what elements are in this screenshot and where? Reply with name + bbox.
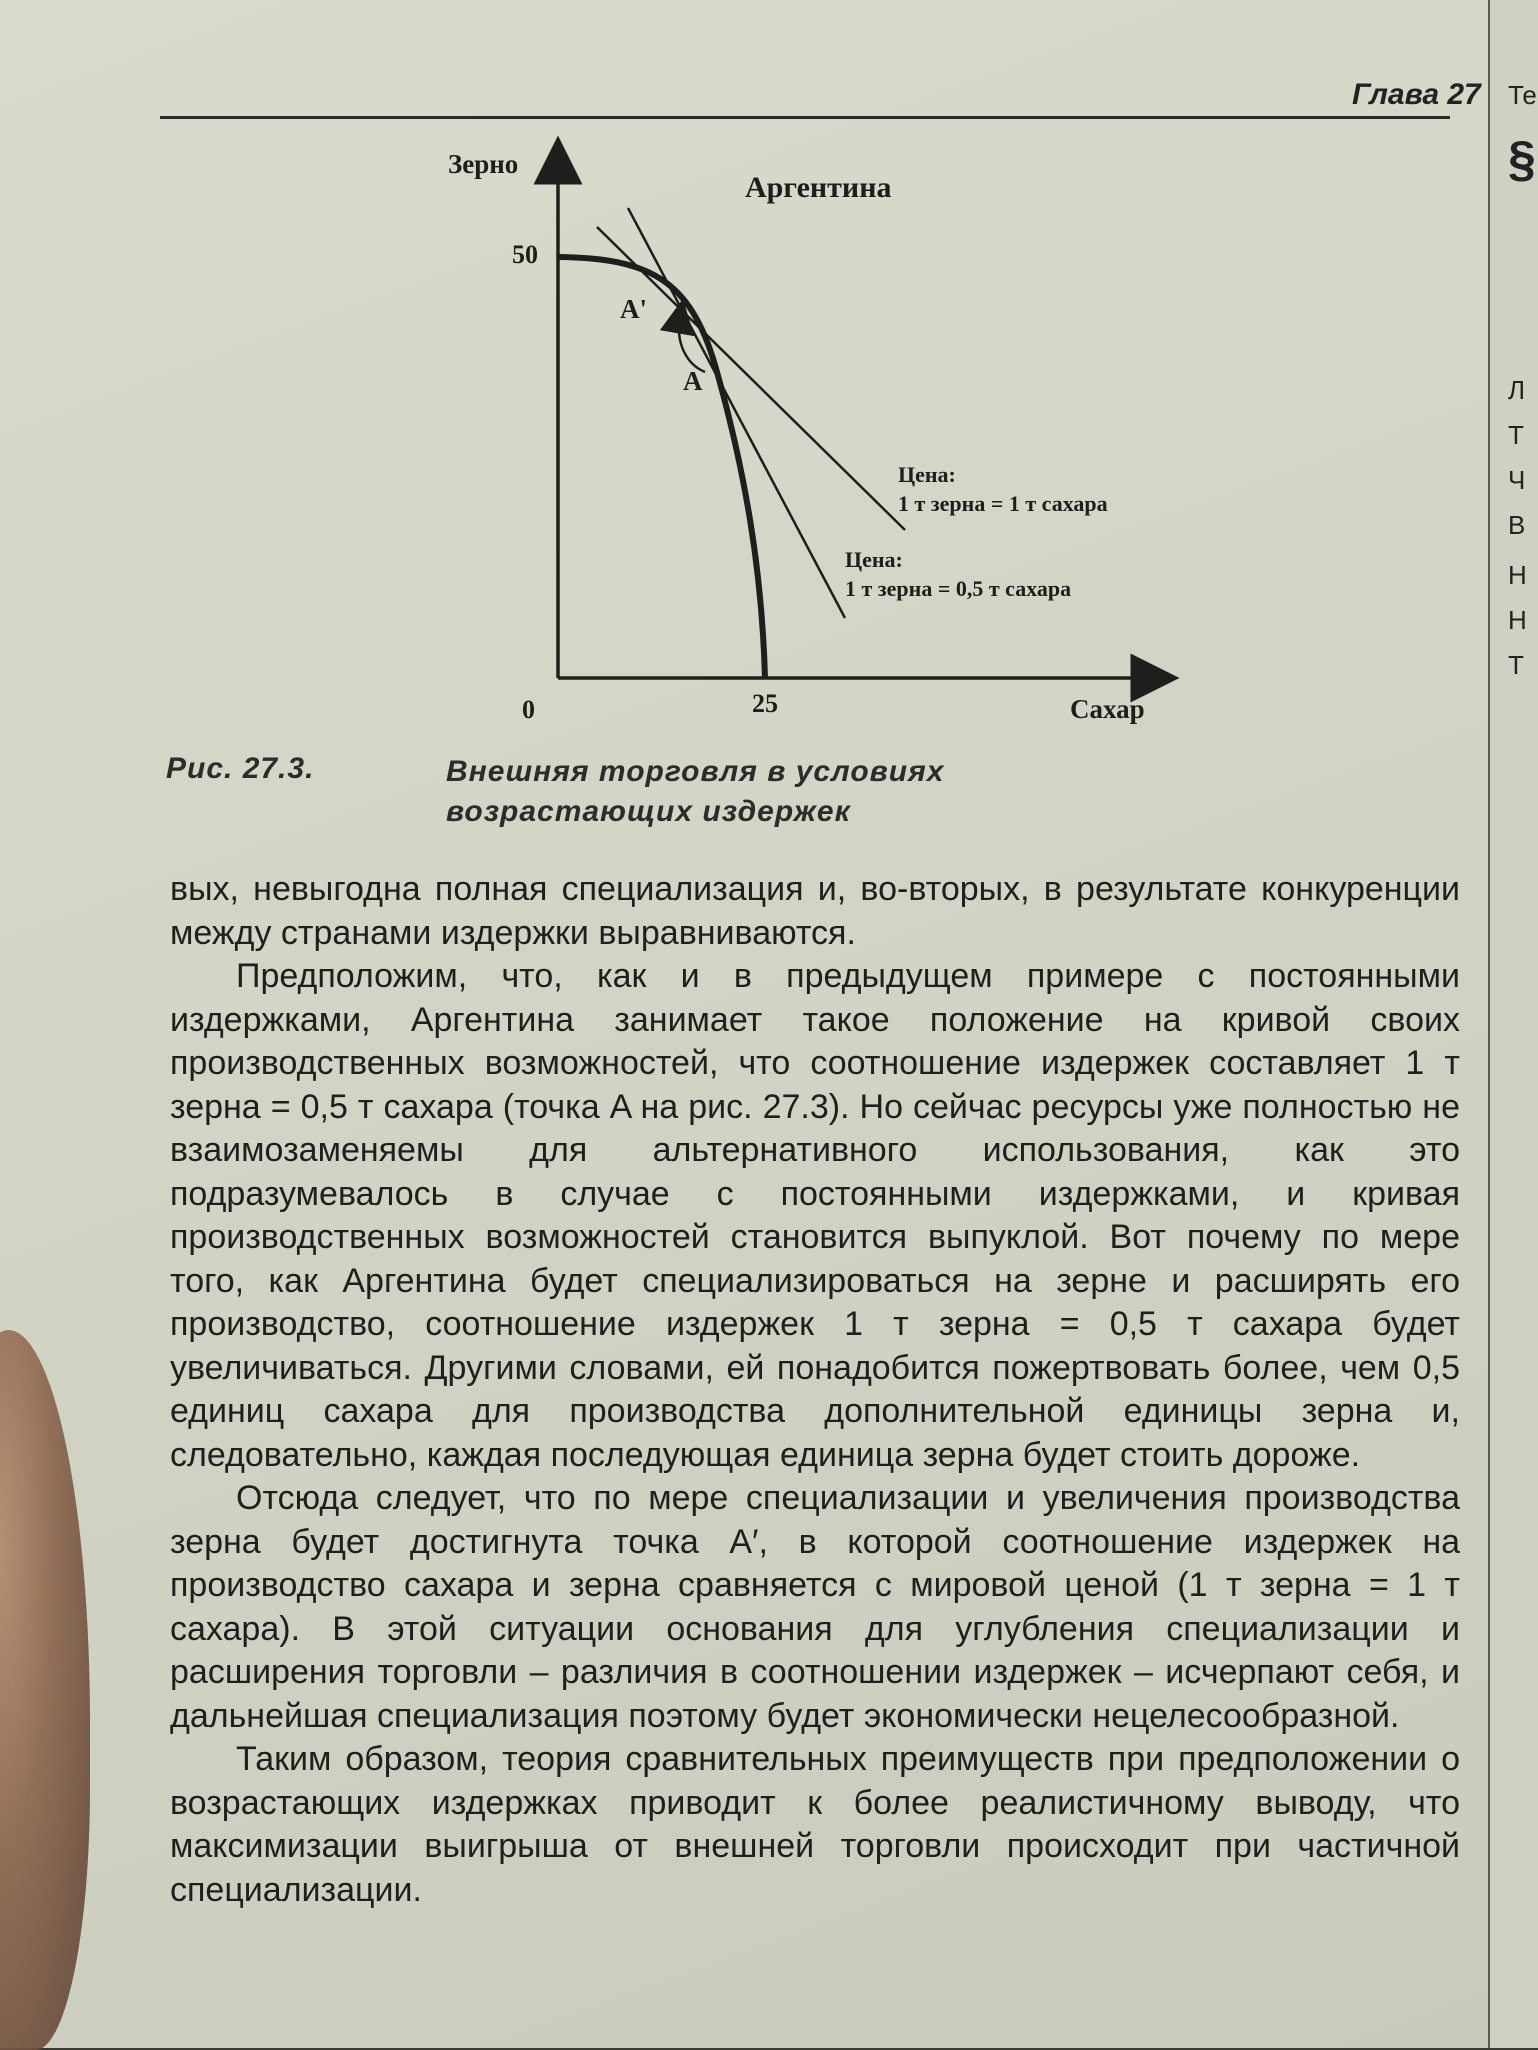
adjacent-page-letter: Те bbox=[1508, 80, 1537, 110]
chart-title: Аргентина bbox=[745, 171, 892, 204]
paragraph-4: Таким образом, теория сравнительных преимуществ при предположении о возрастающих издержках приводит к более реалистичному выводу, что максимизации выигрыша от внешней торговли происходит при частичной специализации. bbox=[170, 1740, 1460, 1909]
price-line-1-1 bbox=[597, 227, 905, 530]
point-a-label: A bbox=[683, 366, 703, 396]
adjacent-page-letter: Ч bbox=[1508, 465, 1526, 495]
adjacent-page-letter: В bbox=[1508, 510, 1526, 540]
body-text bbox=[170, 868, 1460, 1912]
x-axis-label: Сахар bbox=[1070, 694, 1145, 724]
price1-label-line2: 1 т зерна = 1 т сахара bbox=[898, 491, 1108, 516]
header-rule bbox=[160, 116, 1450, 119]
paragraph-1: вых, невыгодна полная специализация и, во-вторых, в результате конкуренции между странами издержки выравниваются. bbox=[170, 870, 1460, 952]
point-a-prime-label: A' bbox=[620, 294, 647, 324]
y-tick-50: 50 bbox=[512, 240, 538, 269]
figure-caption-label: Рис. 27.3. bbox=[166, 752, 315, 785]
ppf-diagram bbox=[448, 140, 1200, 740]
price-line-1-05 bbox=[628, 208, 845, 618]
price2-label-line2: 1 т зерна = 0,5 т сахара bbox=[845, 576, 1072, 601]
paragraph-3: Отсюда следует, что по мере специализации и увеличения производства зерна будет достигнута точка A′, в которой соотношение издержек на производство сахара и зерна сравняется с мировой ценой (1 т зерна = 1 т сахара). В этой ситуации основания для углубления специализации и расширения торговли – различия в соотношении издержек – исчерпают себя, и дальнейшая специализация поэтому будет экономически нецелесообразной. bbox=[170, 1479, 1460, 1735]
x-tick-25: 25 bbox=[752, 689, 778, 718]
origin-label: 0 bbox=[522, 695, 535, 724]
y-axis-label: Зерно bbox=[448, 149, 519, 179]
adjacent-page-letter: Т bbox=[1508, 650, 1524, 680]
adjacent-page-letter: Л bbox=[1508, 375, 1526, 405]
adjacent-page-letter: Т bbox=[1508, 420, 1524, 450]
figure-27-3 bbox=[448, 140, 1200, 740]
adjacent-page-edge bbox=[1488, 0, 1538, 2048]
paragraph-2: Предположим, что, как и в предыдущем примере с постоянными издержками, Аргентина занимает такое положение на кривой своих производственных возможностей, что соотношение издержек составляет 1 т зерна = 0,5 т сахара (точка A на рис. 27.3). Но сейчас ресурсы уже полностью не взаимозаменяемы для альтернативного использования, как это подразумевалось в случае с постоянными издержками, и кривая производственных возможностей становится выпуклой. Вот почему по мере того, как Аргентина будет специализироваться на зерне и расширять его производство, соотношение издержек 1 т зерна = 0,5 т сахара будет увеличиваться. Другими словами, ей понадобится пожертвовать более, чем 0,5 единиц сахара для производства дополнительной единицы зерна и, следовательно, каждая последующая единица зерна будет стоить дороже. bbox=[170, 957, 1460, 1474]
figure-caption-title: Внешняя торговля в условиях возрастающих издержек bbox=[446, 755, 945, 828]
adjacent-page-letter: § bbox=[1508, 131, 1536, 187]
price1-label-line1: Цена: bbox=[898, 462, 956, 487]
ppf-curve bbox=[558, 257, 765, 678]
adjacent-page-letter: Н bbox=[1508, 560, 1527, 590]
price2-label-line1: Цена: bbox=[845, 547, 903, 572]
chapter-header: Глава 27 bbox=[1352, 78, 1481, 111]
adjacent-page-letter: Н bbox=[1508, 605, 1527, 635]
